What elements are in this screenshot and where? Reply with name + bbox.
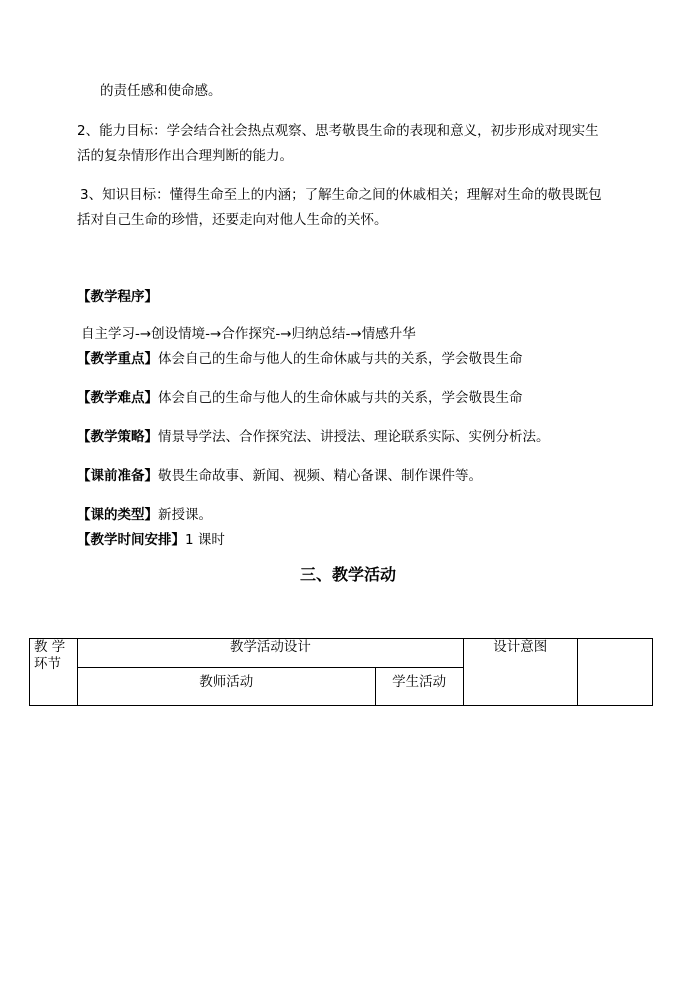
strategy-text: 情景导学法、合作探究法、讲授法、理论联系实际、实例分析法。 [158,429,550,445]
lesson-type-text: 新授课。 [158,507,212,523]
time-text: 1 课时 [185,532,225,548]
key-point-row [77,349,523,369]
lesson-type-row [77,505,212,525]
procedure-label: 【教学程序】 [77,289,158,305]
procedure-steps: 自主学习-→创设情境-→合作探究-→归纳总结-→情感升华 [81,326,416,342]
strategy-row [77,427,550,447]
preparation-row [77,466,482,486]
difficulty-text: 体会自己的生命与他人的生命休戚与共的关系，学会敬畏生命 [158,390,523,406]
knowledge-objective-line-2: 括对自己生命的珍惜，还要走向对他人生命的关怀。 [77,212,388,228]
lesson-type-label: 【课的类型】 [77,507,158,523]
key-point-text: 体会自己的生命与他人的生命休戚与共的关系，学会敬畏生命 [158,351,523,367]
teacher-activity-cell: 教师活动 [78,668,375,706]
strategy-label: 【教学策略】 [77,429,158,445]
student-activity-cell: 学生活动 [375,668,463,706]
preparation-label: 【课前准备】 [77,468,158,484]
activity-table [29,638,653,706]
section-title: 三、教学活动 [299,565,396,584]
time-row [77,530,225,550]
preparation-text: 敬畏生命故事、新闻、视频、精心备课、制作课件等。 [158,468,482,484]
empty-header-cell [577,639,652,706]
key-point-label: 【教学重点】 [77,351,158,367]
intent-header-cell: 设计意图 [463,639,577,706]
stage-header-line-2: 环节 [34,656,61,672]
ability-objective-line-1: 2、能力目标：学会结合社会热点观察、思考敬畏生命的表现和意义，初步形成对现实生 [77,123,599,139]
difficulty-label: 【教学难点】 [77,390,158,406]
design-header-cell: 教学活动设计 [78,639,464,668]
ability-objective-line-2: 活的复杂情形作出合理判断的能力。 [77,148,293,164]
objective-continuation: 的责任感和使命感。 [100,83,222,99]
time-label: 【教学时间安排】 [77,532,185,548]
knowledge-objective-line-1: 3、知识目标：懂得生命至上的内涵；了解生命之间的休戚相关；理解对生命的敬畏既包 [80,187,602,203]
stage-header-line-1: 教 学 [34,639,66,655]
difficulty-row [77,388,523,408]
stage-header-cell [30,639,78,706]
